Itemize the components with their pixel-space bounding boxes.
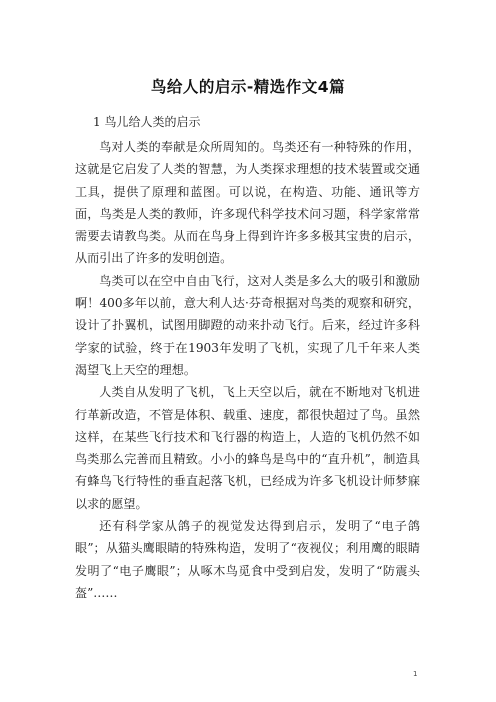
article-body — [75, 136, 420, 604]
paragraph: 人类自从发明了飞机，飞上天空以后，就在不断地对飞机进行革新改造，不管是体积、载重、速度，都很快超过了鸟。虽然这样，在某些飞行技术和飞行器的构造上，人造的飞机仍然不如鸟类那么完善而且精致。小小的蜂鸟是鸟中的“直升机”，制造具有蜂鸟飞行特性的垂直起落飞机，已经成为许多飞机设计师梦寐以求的愿望。 — [75, 385, 420, 511]
document-title: 鸟给人的启示-精选作文4篇 — [150, 78, 346, 96]
paragraph: 鸟对人类的奉献是众所周知的。鸟类还有一种特殊的作用，这就是它启发了人类的智慧，为人类探求理想的技术装置或交通工具，提供了原理和蓝图。可以说，在构造、功能、通讯等方面，鸟类是人类的教师，许多现代科学技术问习题，科学家常常需要去请教鸟类。从而在鸟身上得到许许多多极其宝贵的启示，从而引出了许多的发明创造。 — [75, 140, 420, 266]
page-number: 1 — [413, 670, 418, 678]
section-heading: 1 鸟儿给人类的启示 — [93, 115, 201, 129]
paragraph: 鸟类可以在空中自由飞行，这对人类是多么大的吸引和激励啊！400多年以前，意大利人达·芬奇根据对鸟类的观察和研究，设计了扑翼机，试图用脚蹬的动来扑动飞行。后来，经过许多科学家的试验，终于在1903年发明了飞机，实现了几千年来人类渴望飞上天空的理想。 — [75, 273, 420, 377]
paragraph: 还有科学家从鸽子的视觉发达得到启示，发明了“电子鸽眼”；从猫头鹰眼睛的特殊构造，发明了“夜视仪；利用鹰的眼睛发明了“电子鹰眼”；从啄木鸟觅食中受到启发，发明了“防震头盔”…… — [75, 519, 420, 600]
